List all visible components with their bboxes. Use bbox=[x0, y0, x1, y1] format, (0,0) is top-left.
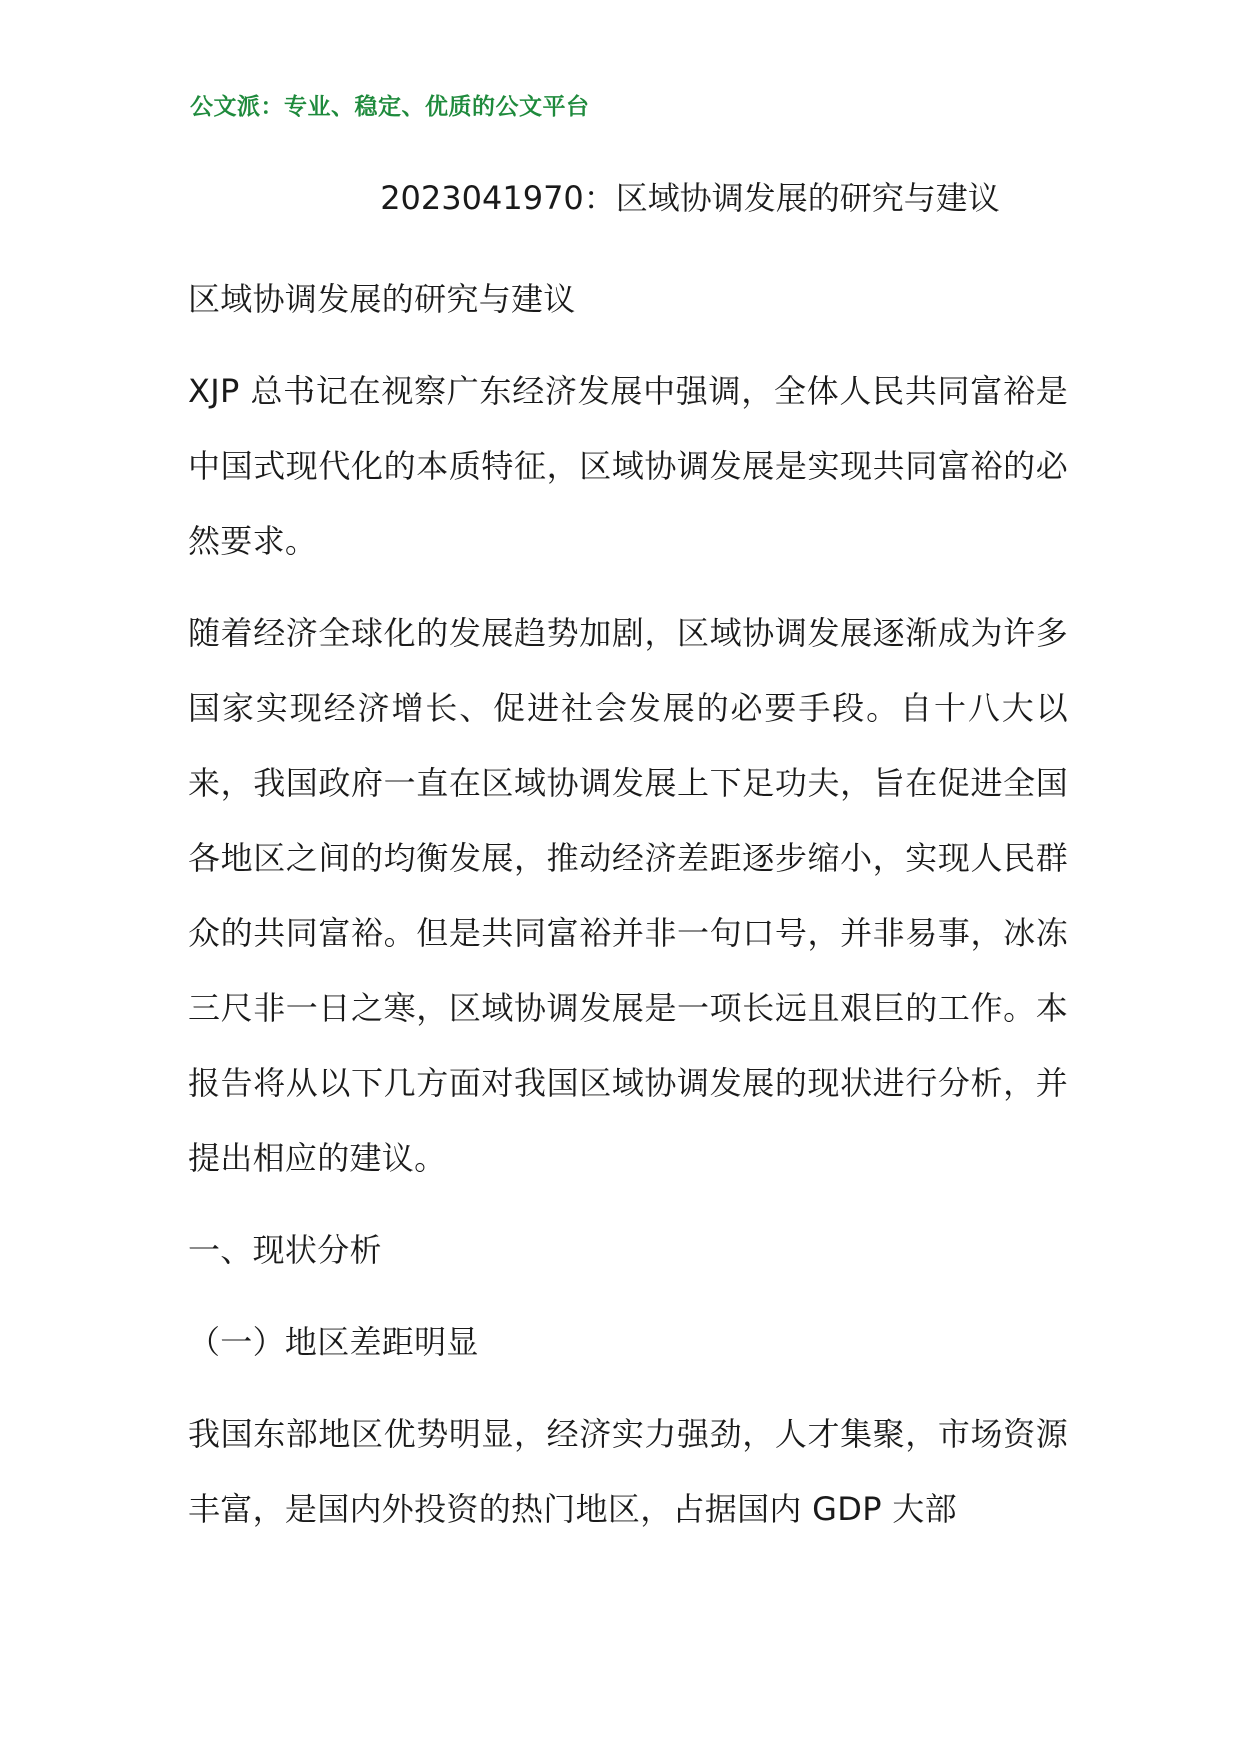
paragraph-intro: XJP 总书记在视察广东经济发展中强调，全体人民共同富裕是中国式现代化的本质特征，区域协调发展是实现共同富裕的必然要求。 bbox=[188, 372, 1068, 560]
subsection-heading: （一）地区差距明显 bbox=[188, 1323, 479, 1361]
document-body bbox=[188, 262, 1068, 1564]
document-subtitle: 区域协调发展的研究与建议 bbox=[188, 280, 576, 318]
brand-header: 公文派：专业、稳定、优质的公文平台 bbox=[190, 94, 590, 120]
paragraph-background: 随着经济全球化的发展趋势加剧，区域协调发展逐渐成为许多国家实现经济增长、促进社会发展的必要手段。自十八大以来，我国政府一直在区域协调发展上下足功夫，旨在促进全国各地区之间的均衡发展，推动经济差距逐步缩小，实现人民群众的共同富裕。但是共同富裕并非一句口号，并非易事，冰冻三尺非一日之寒，区域协调发展是一项长远且艰巨的工作。本报告将从以下几方面对我国区域协调发展的现状进行分析，并提出相应的建议。 bbox=[188, 614, 1068, 1177]
section-heading: 一、现状分析 bbox=[188, 1231, 382, 1269]
document-title: 2023041970：区域协调发展的研究与建议 bbox=[380, 179, 1000, 217]
paragraph-regional-gap: 我国东部地区优势明显，经济实力强劲，人才集聚，市场资源丰富，是国内外投资的热门地区，占据国内 GDP 大部 bbox=[188, 1415, 1068, 1528]
